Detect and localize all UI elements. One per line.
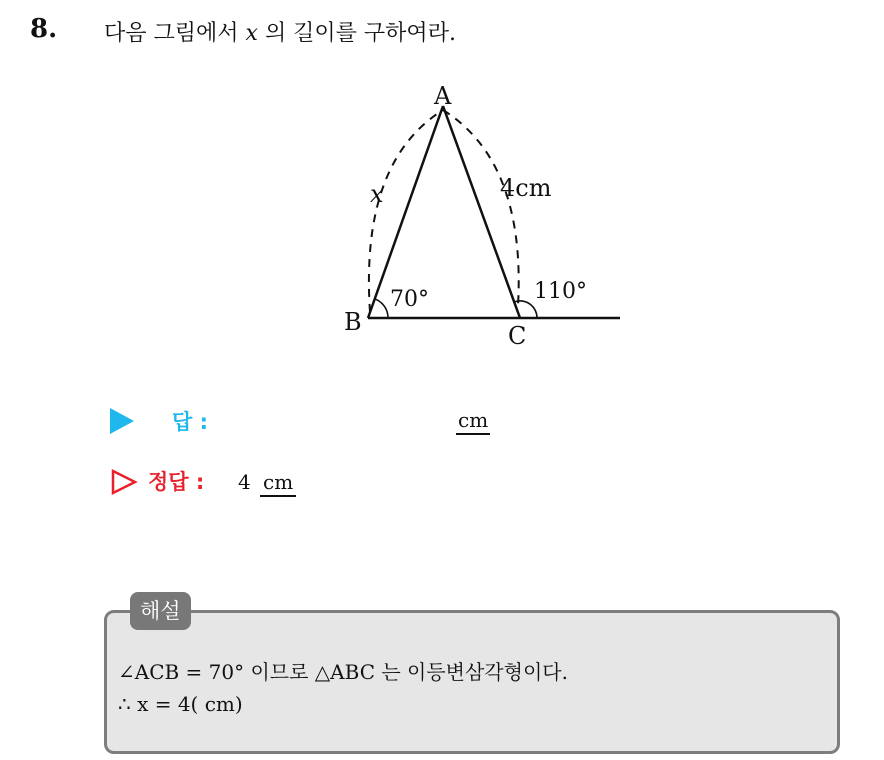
correct-answer-label: 정답 : (148, 470, 205, 494)
vertex-label-b: B (344, 308, 362, 336)
question-number: 8. (30, 14, 58, 44)
answer-label: 답 : (172, 410, 208, 434)
outline-triangle-icon (110, 468, 138, 496)
correct-answer-unit: cm (260, 470, 296, 497)
angle-label-c-exterior: 110° (534, 279, 587, 304)
side-label-x: x (370, 180, 384, 208)
explanation-tag: 해설 (130, 592, 191, 630)
correct-answer-value: 4 (238, 470, 251, 494)
triangle-figure (330, 72, 630, 357)
question-variable: x (245, 21, 258, 46)
side-ac (443, 106, 520, 318)
vertex-label-a: A (434, 82, 452, 110)
explanation-line-1: ∠ACB = 70° 이므로 △ABC 는 이등변삼각형이다. (118, 660, 568, 684)
vertex-label-c: C (508, 322, 527, 350)
play-triangle-icon (110, 408, 134, 434)
angle-arc-b (375, 299, 388, 318)
question-text (104, 16, 456, 47)
angle-label-b: 70° (390, 287, 429, 312)
question-text-before: 다음 그림에서 (104, 21, 239, 46)
answer-unit: cm (456, 408, 490, 435)
answer-row (110, 404, 610, 438)
side-label-ac: 4cm (500, 174, 552, 202)
correct-answer-row (110, 466, 610, 500)
question-text-after: 의 길이를 구하여라. (264, 21, 456, 46)
explanation-line-2: ∴ x = 4( cm) (118, 692, 243, 716)
